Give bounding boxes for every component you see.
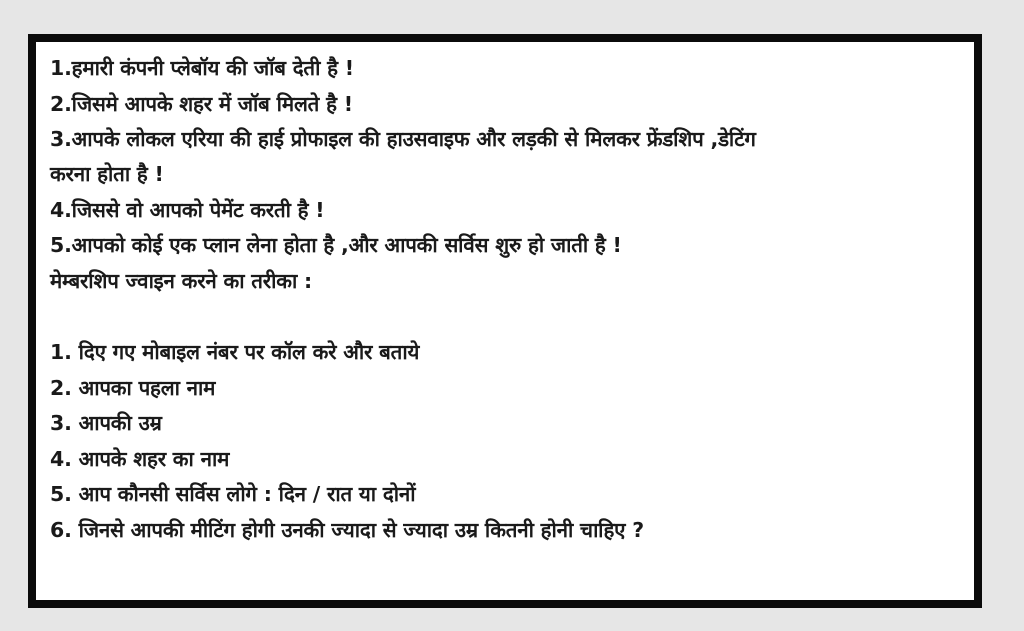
membership-heading: मेम्बरशिप ज्वाइन करने का तरीका : — [50, 268, 313, 293]
step-5: 5. आप कौनसी सर्विस लोगे : दिन / रात या दोनों — [50, 482, 416, 506]
intro-point-4: 4.जिससे वो आपको पेमेंट करती है ! — [50, 197, 325, 222]
step-2: 2. आपका पहला नाम — [50, 375, 216, 400]
intro-point-5: 5.आपको कोई एक प्लान लेना होता है ,और आपकी सर्विस शुरु हो जाती है ! — [50, 233, 622, 257]
text-card — [28, 34, 982, 608]
card-content — [50, 53, 964, 550]
step-4: 4. आपके शहर का नाम — [50, 446, 230, 471]
intro-point-1: 1.हमारी कंपनी प्लेबॉय की जॉब देती है ! — [50, 56, 354, 80]
step-6: 6. जिनसे आपकी मीटिंग होगी उनकी ज्यादा से ज्यादा उम्र कितनी होनी चाहिए ? — [50, 517, 644, 542]
section-spacer — [50, 301, 964, 337]
step-1: 1. दिए गए मोबाइल नंबर पर कॉल करे और बताये — [50, 340, 420, 364]
intro-point-3: 3.आपके लोकल एरिया की हाई प्रोफाइल की हाउसवाइफ और लड़की से मिलकर फ्रेंडशिप ,डेटिंग — [50, 127, 756, 151]
step-3: 3. आपकी उम्र — [50, 411, 162, 435]
intro-point-3-continued: करना होता है ! — [50, 162, 164, 186]
intro-point-2: 2.जिसमे आपके शहर में जॉब मिलते है ! — [50, 91, 353, 116]
